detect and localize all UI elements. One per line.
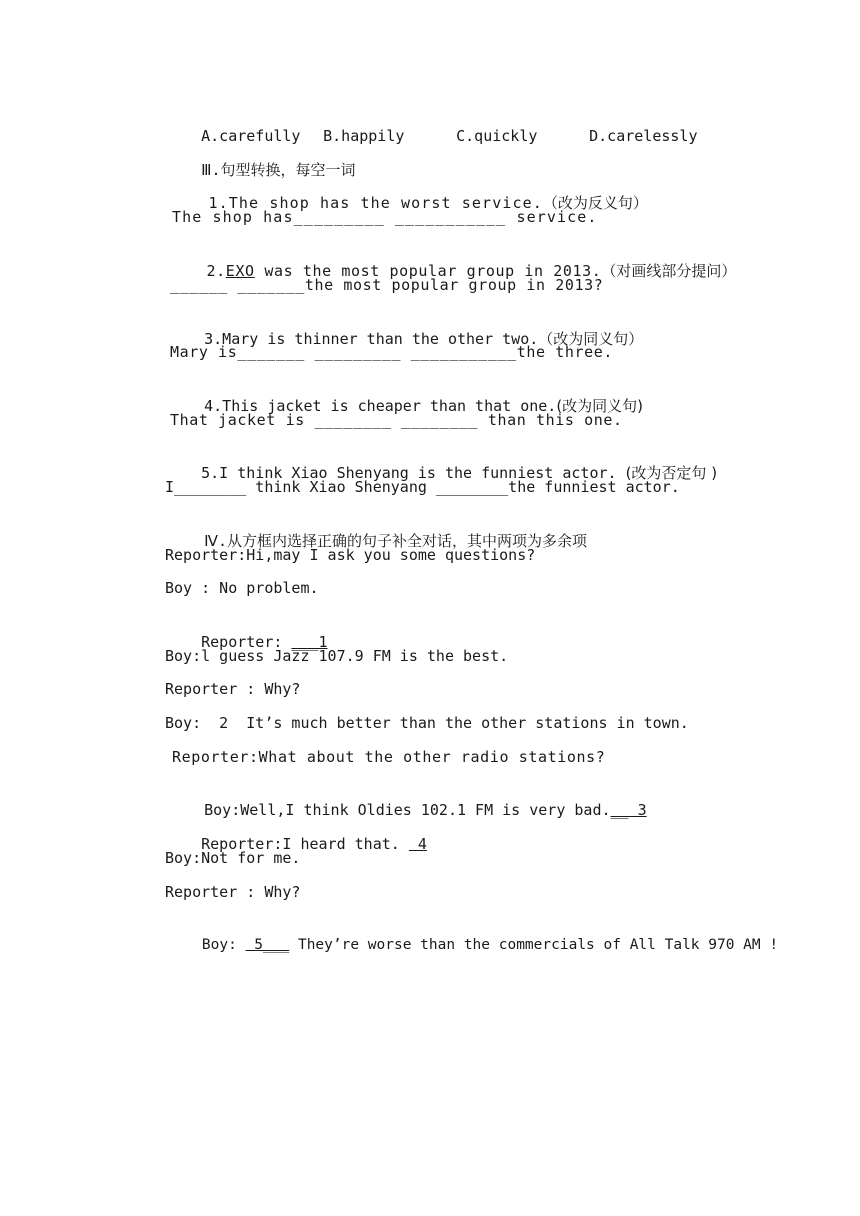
blank-4: 4 bbox=[408, 835, 427, 853]
dialogue-3-speaker: Reporter: bbox=[201, 633, 292, 651]
dialogue-line-2: Boy : No problem. bbox=[165, 579, 319, 597]
dialogue-8-text: Boy:Well,I think Oldies 102.1 FM is very bad. bbox=[204, 801, 611, 819]
section4-number: Ⅳ. bbox=[204, 532, 227, 550]
option-a: A.carefully bbox=[201, 127, 301, 145]
q2-number: 2. bbox=[206, 262, 226, 280]
dialogue-12-text: They’re worse than the commercials of All Talk 970 AM ! bbox=[289, 937, 779, 953]
dialogue-9-text: Reporter:I heard that. bbox=[201, 835, 409, 853]
dialogue-12-speaker: Boy: bbox=[201, 937, 246, 953]
option-d: D.carelessly bbox=[589, 127, 698, 145]
section4-title: 从方框内选择正确的句子补全对话，其中两项为多余项 bbox=[227, 532, 588, 550]
q2-instruction: （对画线部分提问） bbox=[601, 262, 737, 280]
dialogue-line-4: Boy:l guess Jazz 107.9 FM is the best. bbox=[165, 647, 509, 665]
q1-answer: The shop has_________ ___________ service. bbox=[172, 208, 598, 226]
q2-underlined-word: EXO bbox=[225, 262, 255, 280]
dialogue-line-1: Reporter:Hi,may I ask you some questions? bbox=[165, 546, 536, 564]
q5-text: 5.I think Xiao Shenyang is the funniest actor. bbox=[201, 464, 626, 482]
dialogue-line-10: Boy:Not for me. bbox=[165, 849, 301, 867]
q4-answer: That jacket is ________ ________ than this one. bbox=[170, 411, 623, 429]
dialogue-line-7: Reporter:What about the other radio stations? bbox=[172, 748, 606, 766]
q3-answer: Mary is_______ _________ ___________the three. bbox=[170, 343, 614, 361]
q4-text: 4.This jacket is cheaper than that one. bbox=[204, 397, 557, 415]
section3-number: Ⅲ. bbox=[201, 161, 221, 179]
q3-instruction: （改为同义句） bbox=[538, 330, 644, 348]
q5-instruction: (改为否定句 ) bbox=[625, 464, 718, 482]
dialogue-line-5: Reporter : Why? bbox=[165, 680, 301, 698]
dialogue-line-6: Boy: 2 It’s much better than the other stations in town. bbox=[165, 714, 689, 732]
section3-title: 句型转换，每空一词 bbox=[220, 161, 356, 179]
q2-answer: ______ _______the most popular group in 2013? bbox=[170, 276, 604, 294]
q1-text: 1.The shop has the worst service. bbox=[208, 194, 543, 212]
q1-instruction: （改为反义句） bbox=[542, 194, 648, 212]
option-c: C.quickly bbox=[456, 127, 538, 145]
blank-5: 5___ bbox=[245, 937, 290, 953]
blank-3: __ 3 bbox=[610, 801, 647, 819]
option-b: B.happily bbox=[323, 127, 405, 145]
q4-instruction: (改为同义句) bbox=[556, 397, 644, 415]
q5-answer: I________ think Xiao Shenyang ________the funniest actor. bbox=[165, 478, 680, 496]
q2-text: was the most popular group in 2013. bbox=[254, 262, 602, 280]
dialogue-line-11: Reporter : Why? bbox=[165, 883, 301, 901]
blank-1: ___1 bbox=[291, 633, 328, 651]
dialogue-line-12 bbox=[167, 915, 778, 975]
q3-text: 3.Mary is thinner than the other two. bbox=[204, 330, 539, 348]
